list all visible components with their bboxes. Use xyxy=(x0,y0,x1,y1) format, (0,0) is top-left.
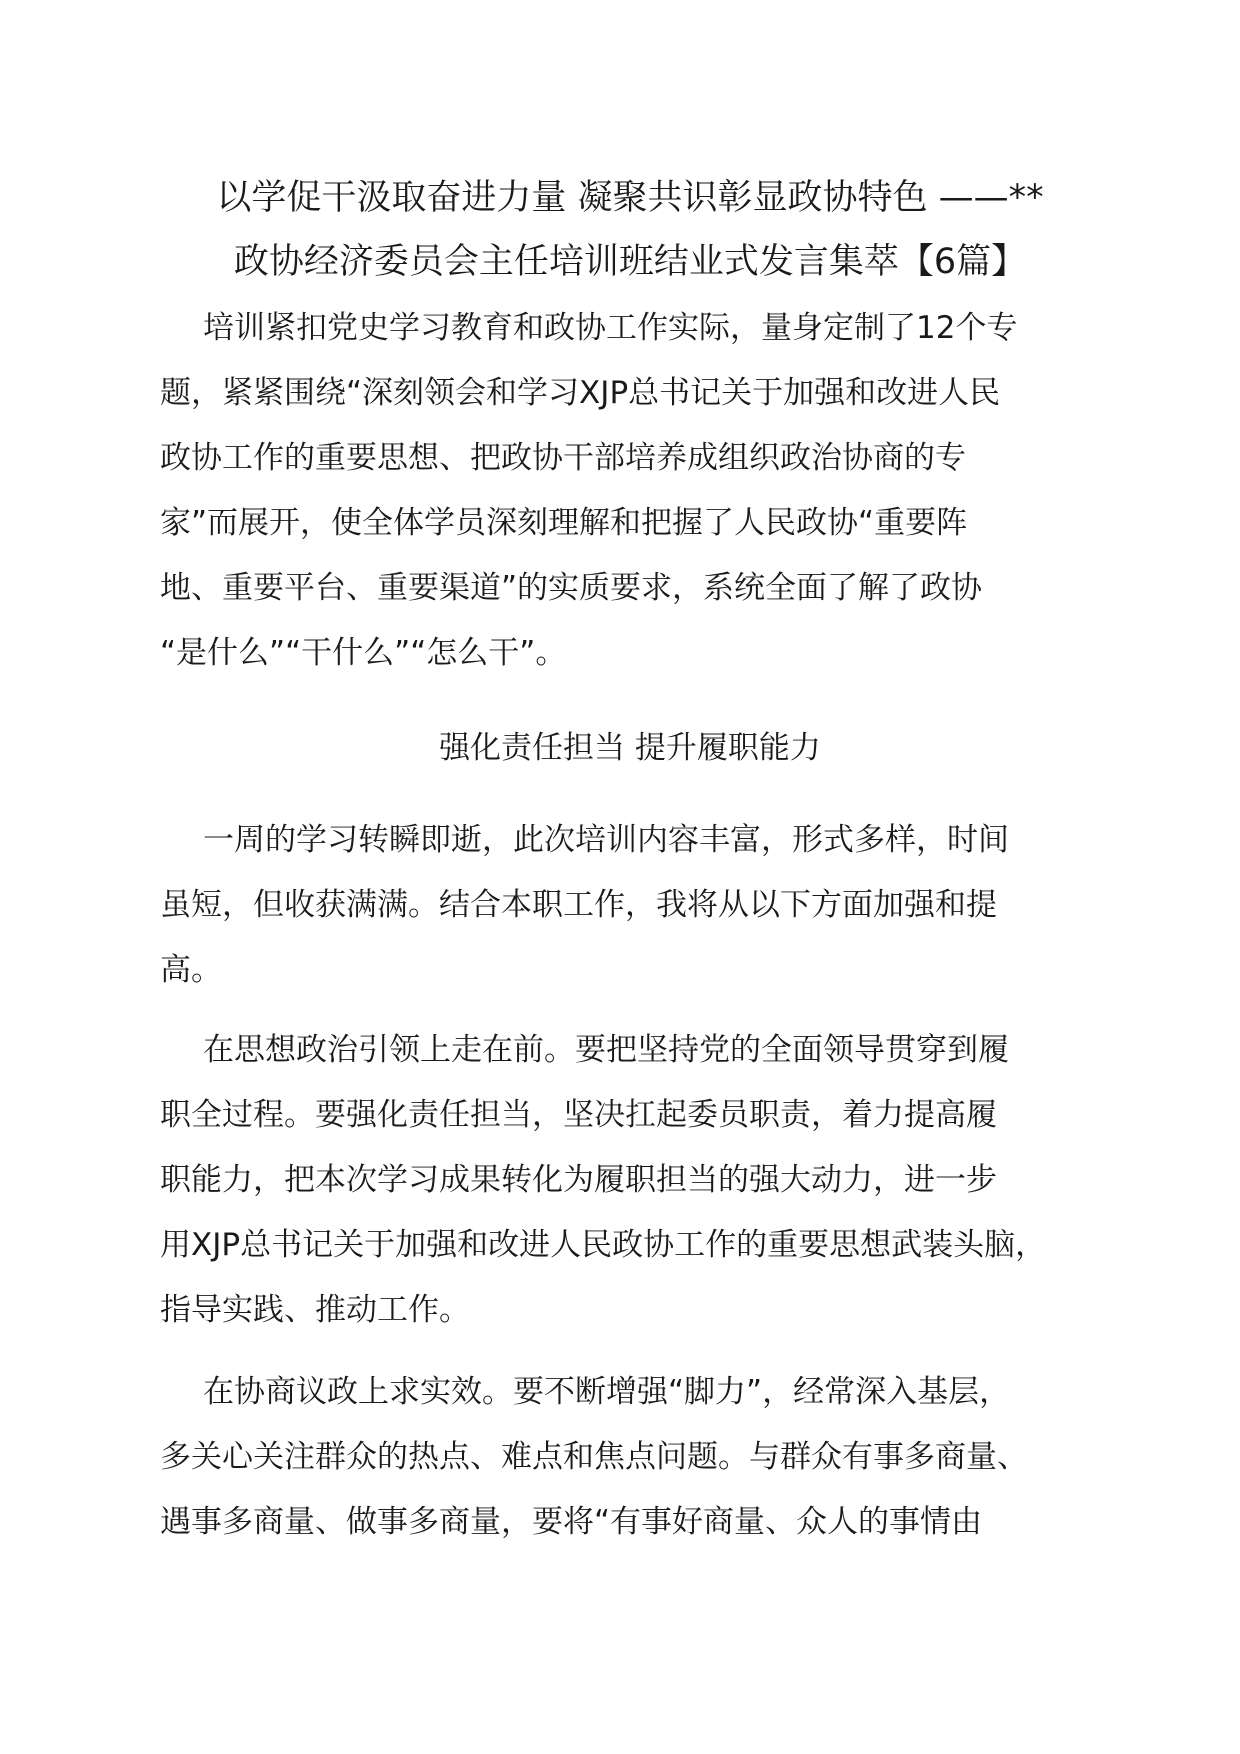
paragraph-line: 遇事多商量、做事多商量，要将“有事好商量、众人的事情由 xyxy=(160,1504,983,1540)
paragraph-line: 虽短，但收获满满。结合本职工作，我将从以下方面加强和提 xyxy=(160,887,997,923)
paragraph-line: 用XJP总书记关于加强和改进人民政协工作的重要思想武装头脑， xyxy=(160,1227,1047,1263)
paragraph-line: 在协商议政上求实效。要不断增强“脚力”，经常深入基层， xyxy=(203,1374,1011,1410)
intro-line: 题，紧紧围绕“深刻领会和学习XJP总书记关于加强和改进人民 xyxy=(160,375,1001,411)
section-paragraph-3 xyxy=(160,1360,1120,1555)
paragraph-line: 职能力，把本次学习成果转化为履职担当的强大动力，进一步 xyxy=(160,1162,997,1198)
section-paragraph-2 xyxy=(160,1018,1120,1343)
section-paragraph-1 xyxy=(160,808,1120,1003)
intro-paragraph xyxy=(160,296,1120,686)
document-title-line-1: 以学促干汲取奋进力量 凝聚共识彰显政协特色 ——** xyxy=(216,178,1044,218)
paragraph-line: 一周的学习转瞬即逝，此次培训内容丰富，形式多样，时间 xyxy=(203,822,1009,858)
paragraph-line: 职全过程。要强化责任担当，坚决扛起委员职责，着力提高履 xyxy=(160,1097,997,1133)
document-title-line-2: 政协经济委员会主任培训班结业式发言集萃【6篇】 xyxy=(233,242,1027,282)
paragraph-line: 指导实践、推动工作。 xyxy=(160,1292,470,1328)
intro-line: 培训紧扣党史学习教育和政协工作实际，量身定制了12个专 xyxy=(203,310,1018,346)
intro-line: “是什么”“干什么”“怎么干”。 xyxy=(160,635,567,671)
intro-line: 家”而展开，使全体学员深刻理解和把握了人民政协“重要阵 xyxy=(160,505,968,541)
paragraph-line: 高。 xyxy=(160,952,222,988)
intro-line: 地、重要平台、重要渠道”的实质要求，系统全面了解了政协 xyxy=(160,570,983,606)
section-heading: 强化责任担当 提升履职能力 xyxy=(439,730,821,766)
intro-line: 政协工作的重要思想、把政协干部培养成组织政治协商的专 xyxy=(160,440,966,476)
paragraph-line: 多关心关注群众的热点、难点和焦点问题。与群众有事多商量、 xyxy=(160,1439,1028,1475)
paragraph-line: 在思想政治引领上走在前。要把坚持党的全面领导贯穿到履 xyxy=(203,1032,1009,1068)
